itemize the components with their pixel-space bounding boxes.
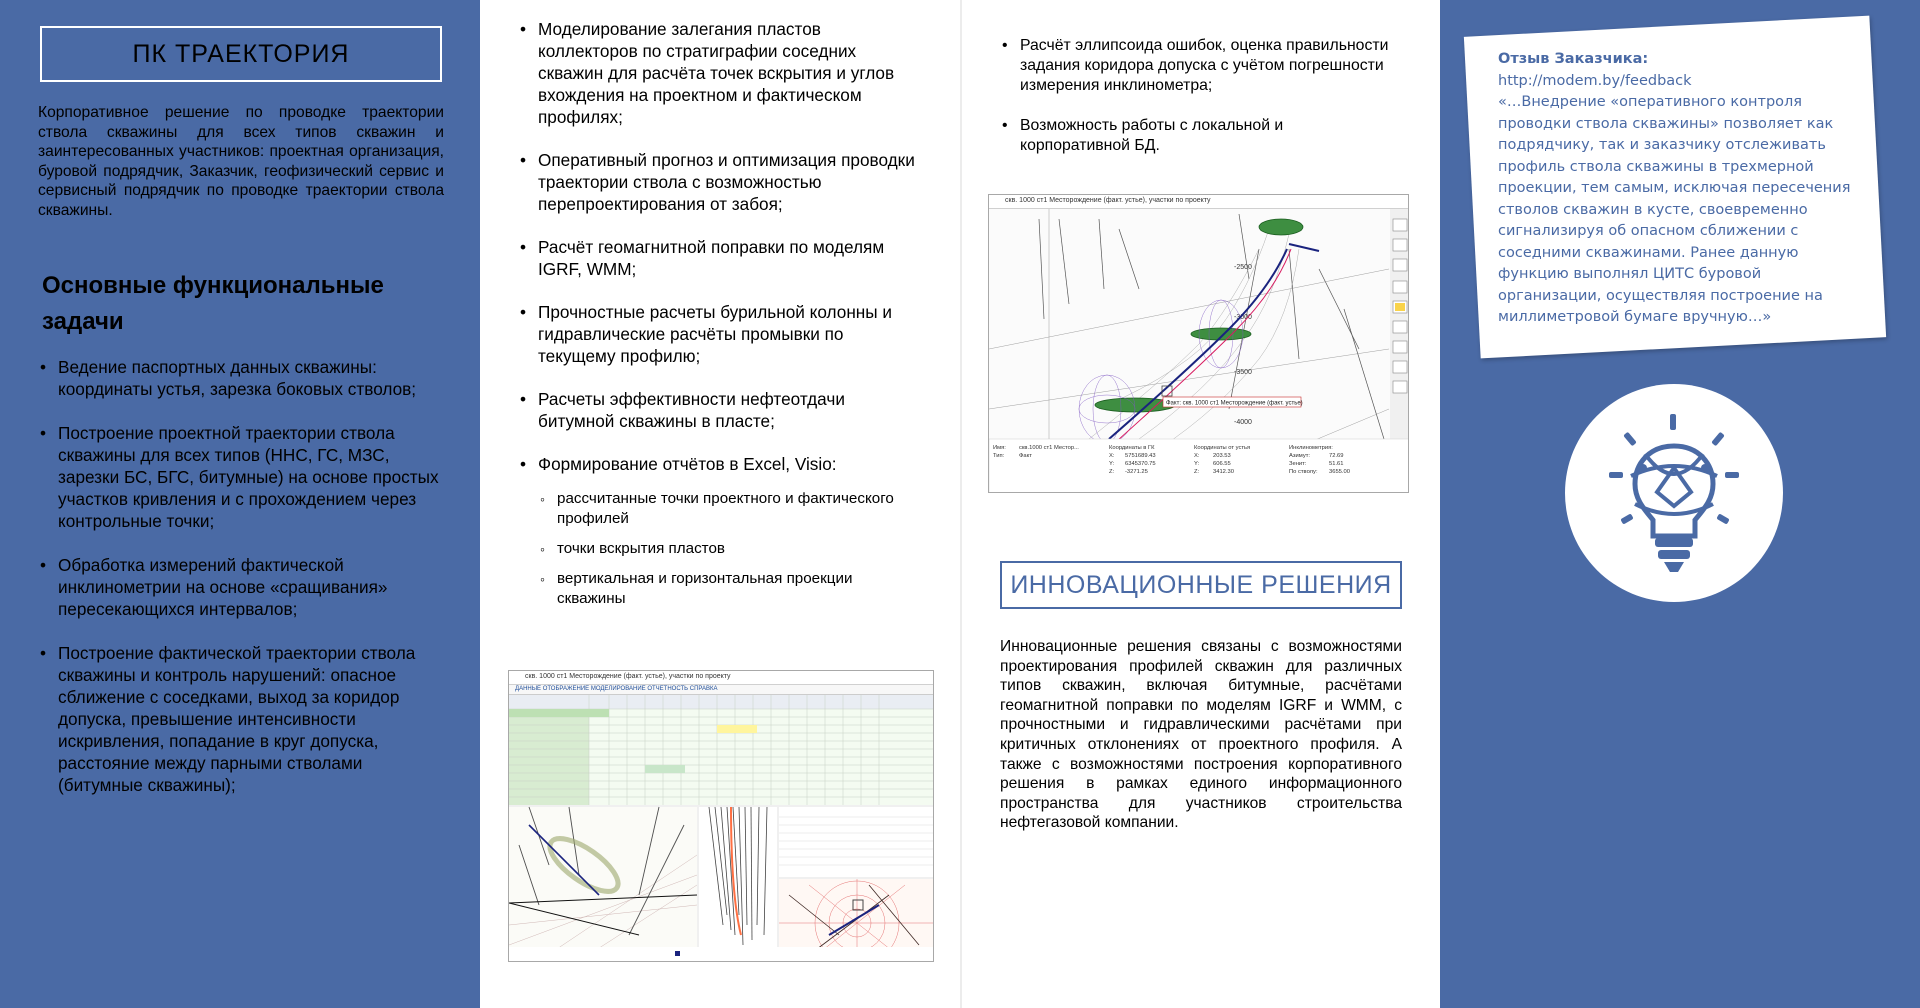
lightbulb-idea-icon [1565,384,1783,602]
list-item: • Построение проектной траектории ствола скважины для всех типов (ННС, ГС, МЗС, зарезки БС, БГС, битумные) на основе простых участков кривления и с прохождением через контрольные точки; [38,422,448,532]
icon-circle [1565,384,1783,602]
info-label: Инклинометрия: [1289,445,1333,451]
list-item: • Прочностные расчеты бурильной колонны и гидравлические расчёты промывки по текущему профилю; [518,301,918,367]
info-value: 606.55 [1213,461,1231,467]
innovation-heading-box [1000,561,1402,609]
info-label: Азимут: [1289,453,1310,459]
info-label: Z: [1194,469,1200,475]
table-and-views-graphic [509,695,934,961]
info-label: Зенит: [1289,461,1307,467]
info-value: скв.1000 ст1 Местор... [1019,445,1079,451]
feedback-link[interactable]: http://modem.by/feedback [1498,72,1692,89]
sublist-item: ◦ рассчитанные точки проектного и фактического профилей [538,489,918,529]
window-title: скв. 1000 ст1 Месторождение (факт. устье), участки по проекту [509,671,933,685]
info-label: Координаты от устья [1194,445,1251,451]
info-value: 6345370.75 [1125,461,1156,467]
info-label: X: [1194,453,1200,459]
trajectory-3d-graphic [989,209,1409,493]
list-item-reports [518,453,918,609]
tasks-list-2 [518,18,918,630]
reports-sublist [538,489,918,609]
depth-label: -2500 [1234,264,1252,271]
depth-label: -3000 [1234,314,1252,321]
tooltip-text: Факт: скв. 1000 ст1 Месторождение (факт. устье) [1166,400,1303,407]
software-screenshot-3d [988,194,1409,493]
list-item: • Возможность работы с локальной и корпоративной БД. [1000,116,1390,156]
tasks-heading: Основные функциональные задачи [42,272,384,335]
info-label: Имя: [993,445,1006,451]
list-item: • Расчёт эллипсоида ошибок, оценка правильности задания коридора допуска с учётом погрешности измерения инклинометра; [1000,36,1390,96]
innovation-heading: ИННОВАЦИОННЫЕ РЕШЕНИЯ [1010,570,1392,599]
product-title-box [40,26,442,82]
depth-label: -4000 [1234,419,1252,426]
feedback-quote: «…Внедрение «оперативного контроля проводки ствола скважины» позволяет как подрядчику, так и заказчику отслеживать профиль ствола скважины в трехмерной проекции, тем самым, исключая пересечения стволов скважин в кусте, своевременно сигнализируя об опасном сближении с соседними скважинами. Ранее данную функцию выполнял ЦИТС буровой организации, осуществляя построение на миллиметровой бумаге вручную…» [1498,94,1851,325]
list-item: • Построение фактической траектории ствола скважины и контроль нарушений: опасное сближение с соседками, выход за коридор допуска, превышение интенсивности искривления, попадание в круг допуска, расстояние между парными стволами (битумные скважины); [38,642,448,796]
info-value: 5751689.43 [1125,453,1156,459]
intro-paragraph: Корпоративное решение по проводке траектории ствола скважины для всех типов скважин и заинтересованных участников: проектная организация, буровой подрядчик, Заказчик, геофизический сервис и сервисный подрядчик по проводке траектории ствола скважины. [38,104,444,219]
list-item: • Расчёт геомагнитной поправки по моделям IGRF, WMM; [518,236,918,280]
info-value: 3655.00 [1329,469,1350,475]
reports-label: Формирование отчётов в Excel, Visio: [538,454,837,474]
window-title: скв. 1000 ст1 Месторождение (факт. устье), участки по проекту [989,195,1408,209]
innovation-paragraph: Инновационные решения связаны с возможностями проектирования профилей скважин для различных типов скважин, включая битумные, расчётами геомагнитной поправки по моделям IGRF и WMM, с прочностными и гидравлическими расчётами при критичных отклонениях от проектного профиля. А также с возможностями построения корпоративного решения в рамках единого информационного пространства для участников строительства нефтегазовой компании. [1000,638,1402,832]
info-label: Y: [1109,461,1115,467]
tasks-list-1 [38,356,448,818]
feedback-content [1498,49,1858,329]
feedback-title: Отзыв Заказчика: [1498,51,1649,67]
info-label: Z: [1109,469,1115,475]
list-item: • Моделирование залегания пластов коллекторов по стратиграфии соседних скважин для расчёта точек вскрытия и углов вхождения на проектном и фактическом профилях; [518,18,918,128]
info-label: По стволу: [1289,469,1318,475]
info-value: 3412.30 [1213,469,1234,475]
info-value: 51.61 [1329,461,1344,467]
info-value: 72.69 [1329,453,1344,459]
info-value: Факт [1019,453,1032,459]
menu-bar: ДАННЫЕ ОТОБРАЖЕНИЕ МОДЕЛИРОВАНИЕ ОТЧЕТНОСТЬ СПРАВКА [509,685,933,695]
info-label: Y: [1194,461,1200,467]
info-value: 203.53 [1213,453,1231,459]
software-screenshot-table [508,670,934,962]
list-item: • Оперативный прогноз и оптимизация проводки траектории ствола с возможностью перепроектирования от забоя; [518,149,918,215]
info-label: X: [1109,453,1115,459]
sublist-item: ◦ вертикальная и горизонтальная проекции скважины [538,569,918,609]
list-item: • Расчеты эффективности нефтеотдачи битумной скважины в пласте; [518,388,918,432]
list-item: • Ведение паспортных данных скважины: координаты устья, зарезка боковых стволов; [38,356,448,400]
info-label: Координаты в ГК [1109,445,1155,451]
depth-label: -3500 [1234,369,1252,376]
product-title: ПК ТРАЕКТОРИЯ [132,39,350,68]
info-value: -3271.25 [1125,469,1148,475]
tasks-list-3 [1000,36,1390,176]
info-label: Тип: [993,453,1005,459]
sublist-item: ◦ точки вскрытия пластов [538,539,918,559]
list-item: • Обработка измерений фактической инклинометрии на основе «сращивания» пересекающихся интервалов; [38,554,448,620]
